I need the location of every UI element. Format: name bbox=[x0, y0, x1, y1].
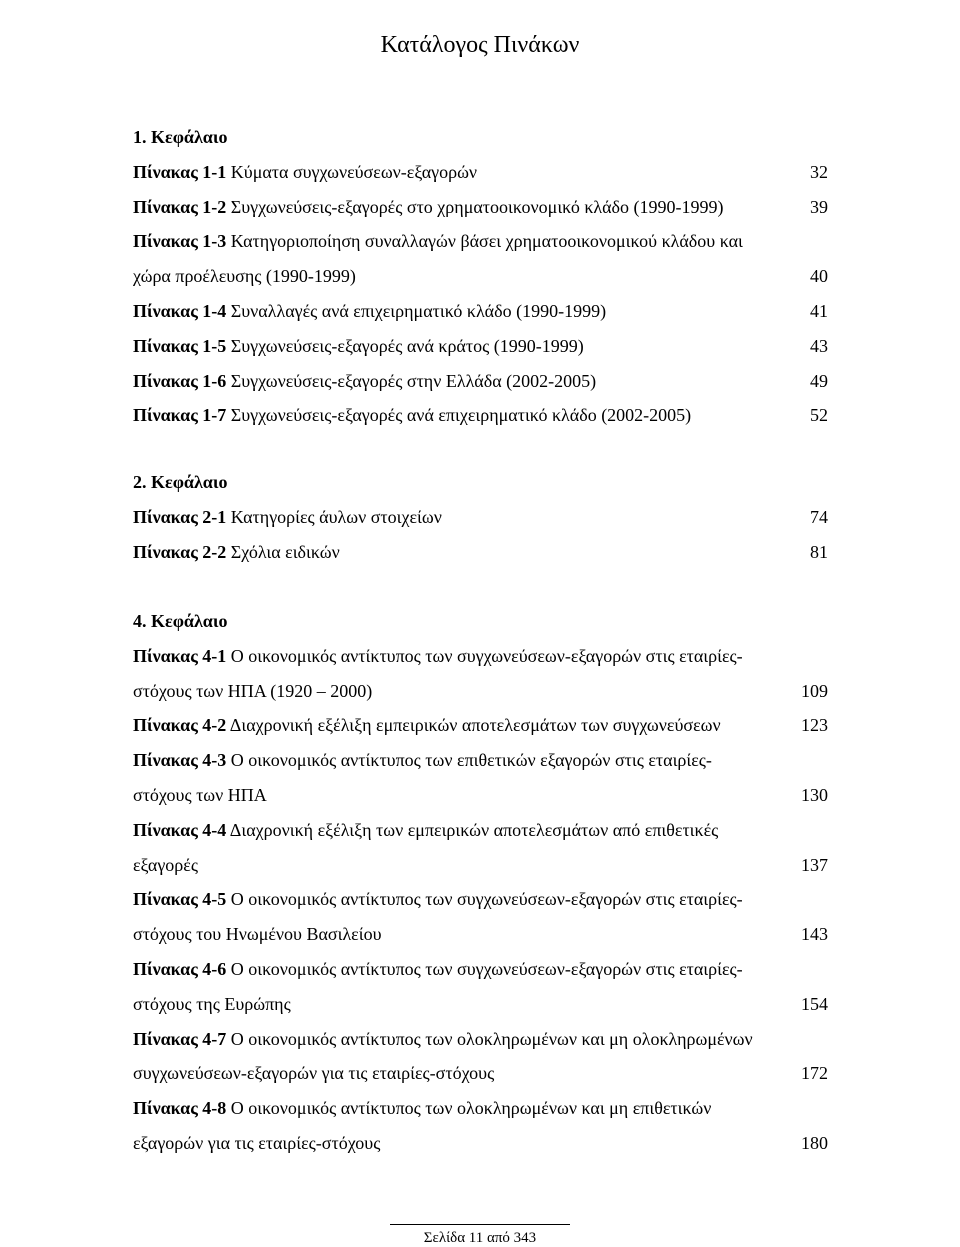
page-number: 137 bbox=[801, 855, 828, 875]
table-label: Πίνακας 2-2 bbox=[133, 542, 227, 562]
page-number: 74 bbox=[810, 507, 828, 527]
chapter-heading: 2. Κεφάλαιο bbox=[133, 472, 228, 492]
table-caption: στόχους του Ηνωμένου Βασιλείου bbox=[133, 924, 382, 944]
table-caption: Συγχωνεύσεις-εξαγορές στο χρηματοοικονομικό κλάδο (1990-1999) bbox=[230, 197, 724, 217]
page-number: 40 bbox=[810, 266, 828, 286]
page-number: 172 bbox=[801, 1063, 828, 1083]
table-caption: Ο οικονομικός αντίκτυπος των συγχωνεύσεων-εξαγορών στις εταιρίες- bbox=[230, 959, 743, 979]
table-label: Πίνακας 1-1 bbox=[133, 162, 227, 182]
table-label: Πίνακας 4-1 bbox=[133, 646, 227, 666]
toc-entry-line bbox=[133, 679, 828, 703]
page-number: 143 bbox=[801, 924, 828, 944]
page-number: 130 bbox=[801, 785, 828, 805]
chapter-heading: 1. Κεφάλαιο bbox=[133, 127, 228, 147]
table-label: Πίνακας 1-5 bbox=[133, 336, 227, 356]
toc-entry-line bbox=[133, 540, 828, 564]
table-caption: συγχωνεύσεων-εξαγορών για τις εταιρίες-στόχους bbox=[133, 1063, 495, 1083]
table-caption: στόχους των ΗΠΑ bbox=[133, 785, 267, 805]
toc-entry-line bbox=[133, 299, 828, 323]
toc-entry-line bbox=[133, 264, 828, 288]
table-caption: Διαχρονική εξέλιξη εμπειρικών αποτελεσμάτων των συγχωνεύσεων bbox=[229, 715, 721, 735]
page-number: 52 bbox=[810, 405, 828, 425]
toc-entry-line bbox=[133, 887, 828, 911]
table-label: Πίνακας 4-6 bbox=[133, 959, 227, 979]
table-label: Πίνακας 4-3 bbox=[133, 750, 227, 770]
toc-entry-line bbox=[133, 369, 828, 393]
table-caption: εξαγορές bbox=[133, 855, 198, 875]
toc-entry-line bbox=[133, 505, 828, 529]
table-label: Πίνακας 1-6 bbox=[133, 371, 227, 391]
page-number: 109 bbox=[801, 681, 828, 701]
toc-entry-line bbox=[133, 644, 828, 668]
toc-entry-line bbox=[133, 403, 828, 427]
table-label: Πίνακας 1-2 bbox=[133, 197, 227, 217]
toc-entry-line bbox=[133, 1096, 828, 1120]
table-label: Πίνακας 1-4 bbox=[133, 301, 227, 321]
table-caption: Ο οικονομικός αντίκτυπος των επιθετικών εξαγορών στις εταιρίες- bbox=[230, 750, 712, 770]
chapter-heading: 4. Κεφάλαιο bbox=[133, 611, 228, 631]
table-caption: χώρα προέλευσης (1990-1999) bbox=[133, 266, 356, 286]
page-number: 49 bbox=[810, 371, 828, 391]
page-number: 154 bbox=[801, 994, 828, 1014]
table-caption: Ο οικονομικός αντίκτυπος των συγχωνεύσεων-εξαγορών στις εταιρίες- bbox=[230, 646, 743, 666]
table-caption: Κύματα συγχωνεύσεων-εξαγορών bbox=[230, 162, 478, 182]
toc-entry-line bbox=[133, 992, 828, 1016]
toc-entry-line bbox=[133, 853, 828, 877]
page-footer: Σελίδα 11 από 343 bbox=[423, 1230, 537, 1246]
table-caption: στόχους της Ευρώπης bbox=[133, 994, 291, 1014]
toc-entry-line bbox=[133, 334, 828, 358]
table-label: Πίνακας 4-5 bbox=[133, 889, 227, 909]
table-caption: Συγχωνεύσεις-εξαγορές ανά επιχειρηματικό κλάδο (2002-2005) bbox=[230, 405, 692, 425]
page-number: 43 bbox=[810, 336, 828, 356]
table-caption: Κατηγορίες άυλων στοιχείων bbox=[230, 507, 442, 527]
page-number: 81 bbox=[810, 542, 828, 562]
table-caption: Σχόλια ειδικών bbox=[230, 542, 340, 562]
toc-entry-line bbox=[133, 922, 828, 946]
table-caption: Ο οικονομικός αντίκτυπος των συγχωνεύσεων-εξαγορών στις εταιρίες- bbox=[230, 889, 743, 909]
table-label: Πίνακας 1-7 bbox=[133, 405, 227, 425]
table-caption: Ο οικονομικός αντίκτυπος των ολοκληρωμένων και μη ολοκληρωμένων bbox=[230, 1029, 753, 1049]
table-label: Πίνακας 2-1 bbox=[133, 507, 227, 527]
page-number: 39 bbox=[810, 197, 828, 217]
toc-entry-line bbox=[133, 195, 828, 219]
table-caption: στόχους των ΗΠΑ (1920 – 2000) bbox=[133, 681, 373, 701]
toc-entry-line bbox=[133, 957, 828, 981]
toc-entry-line bbox=[133, 818, 828, 842]
table-label: Πίνακας 4-8 bbox=[133, 1098, 227, 1118]
table-caption: Συγχωνεύσεις-εξαγορές στην Ελλάδα (2002-2005) bbox=[230, 371, 597, 391]
toc-entry-line bbox=[133, 1061, 828, 1085]
table-caption: εξαγορών για τις εταιρίες-στόχους bbox=[133, 1133, 381, 1153]
table-caption: Ο οικονομικός αντίκτυπος των ολοκληρωμένων και μη επιθετικών bbox=[230, 1098, 712, 1118]
table-caption: Συναλλαγές ανά επιχειρηματικό κλάδο (1990-1999) bbox=[230, 301, 607, 321]
toc-entry-line bbox=[133, 783, 828, 807]
page-number: 123 bbox=[801, 715, 828, 735]
toc-entry-line bbox=[133, 1027, 828, 1051]
page-number: 180 bbox=[801, 1133, 828, 1153]
toc-entry-line bbox=[133, 713, 828, 737]
toc-entry-line bbox=[133, 229, 828, 253]
toc-entry-line bbox=[133, 160, 828, 184]
table-caption: Συγχωνεύσεις-εξαγορές ανά κράτος (1990-1999) bbox=[230, 336, 584, 356]
toc-entry-line bbox=[133, 748, 828, 772]
page-number: 32 bbox=[810, 162, 828, 182]
toc-entry-line bbox=[133, 1131, 828, 1155]
page-number: 41 bbox=[810, 301, 828, 321]
table-label: Πίνακας 4-4 bbox=[133, 820, 227, 840]
table-label: Πίνακας 4-2 bbox=[133, 715, 227, 735]
table-label: Πίνακας 4-7 bbox=[133, 1029, 227, 1049]
table-caption: Διαχρονική εξέλιξη των εμπειρικών αποτελεσμάτων από επιθετικές bbox=[229, 820, 719, 840]
table-caption: Κατηγοριοποίηση συναλλαγών βάσει χρηματοοικονομικού κλάδου και bbox=[230, 231, 743, 251]
footer-rule bbox=[390, 1224, 570, 1225]
table-label: Πίνακας 1-3 bbox=[133, 231, 227, 251]
page-title: Κατάλογος Πινάκων bbox=[380, 32, 580, 58]
